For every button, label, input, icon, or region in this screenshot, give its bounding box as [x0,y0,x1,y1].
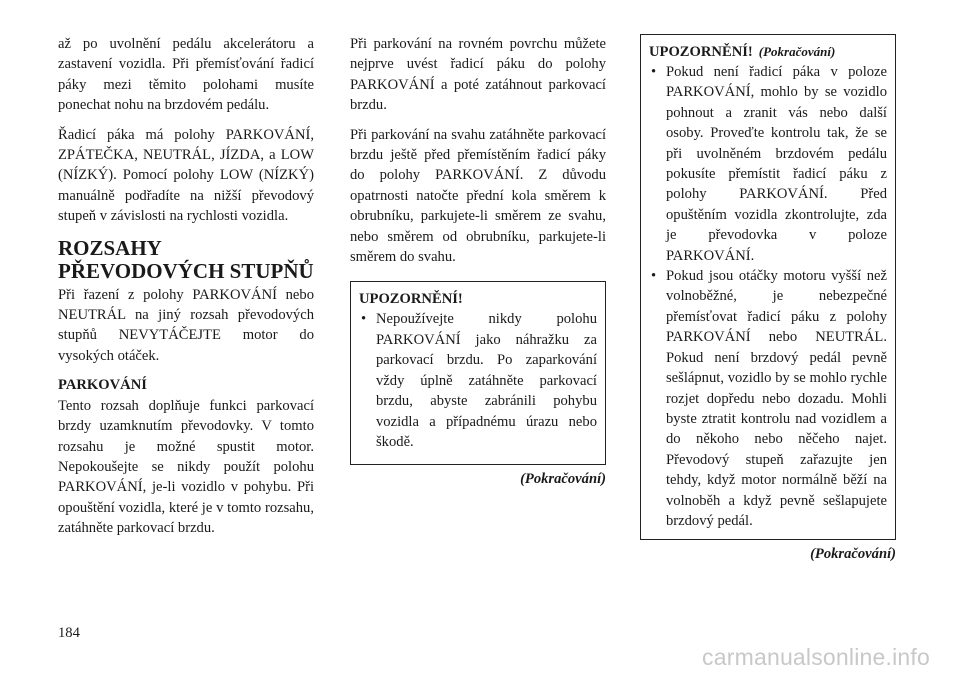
paragraph-gear-positions: Řadicí páka má polohy PARKOVÁNÍ, ZPÁTEČKA, NEUTRÁL, JÍZDA, a LOW (NÍZKÝ). Pomocí polohy LOW (NÍZKÝ) manuálně podřadíte na nižší převodový stupeň v závislosti na rychlosti vozidla. [58,126,314,225]
paragraph-slope-parking: Při parkování na svahu zatáhněte parkovací brzdu ještě před přemístěním řadicí páky do polohy PARKOVÁNÍ. Z důvodu opatrnosti natočte přední kola směrem k obrubníku, parkujete-li směrem ze svahu, nebo směrem od obrubníku, parkujete-li směrem do svahu. [350,126,606,266]
right-column [640,34,896,565]
warning-list [359,309,597,452]
page-number: 184 [58,625,80,641]
warning-item: • Nepoužívejte nikdy polohu PARKOVÁNÍ jako náhražku za parkovací brzdu. Po zaparkování vždy úplně zatáhněte parkovací brzdu, abyste zabránili pohybu vozidla a případnému úrazu nebo škodě. [359,309,597,452]
warning-title: UPOZORNĚNÍ! [359,291,463,308]
section-heading: ROZSAHY PŘEVODOVÝCH STUPŇŮ [58,235,314,283]
warning-item: • Pokud jsou otáčky motoru vyšší než volnoběžné, je nebezpečné přemísťovat řadicí páku z polohy PARKOVÁNÍ nebo NEUTRÁL. Pokud není brzdový pedál pevně sešlápnut, vozidlo by se mohlo rychle rozjet dopředu nebo dozadu. Mohli byste ztratit kontrolu nad vozidlem a do někoho nebo něčeho najet. Převodový stupeň zařazujte jen tehdy, když motor normálně běží na volnoběh a když pevně sešlapujete brzdový pedál. [649,266,887,531]
paragraph-park: Tento rozsah doplňuje funkci parkovací brzdy uzamknutím převodovky. V tomto rozsahu je možné spustit motor. Nepokoušejte se nikdy použít polohu PARKOVÁNÍ, je-li vozidlo v pohybu. Při opouštění vozidla, které je v tomto rozsahu, zatáhněte parkovací brzdu. [58,397,314,537]
warning-box-continued [640,34,896,540]
paragraph-gear-ranges: Při řazení z polohy PARKOVÁNÍ nebo NEUTRÁL na jiný rozsah převodových stupňů NEVYTÁČEJTE motor do vysokých otáček. [58,286,314,364]
warning-list [649,62,887,531]
warning-box [350,281,606,465]
left-column [58,34,314,548]
warning-item: • Pokud není řadicí páka v poloze PARKOVÁNÍ, mohlo by se vozidlo pohnout a zranit vás nebo další osoby. Proveďte kontrolu tak, že se při uvolněném brzdovém pedálu pokusíte přemístit řadicí páku z polohy PARKOVÁNÍ. Před opuštěním vozidla zkontrolujte, zda je převodovka v poloze PARKOVÁNÍ. [649,62,887,266]
watermark: carmanualsonline.info [702,644,930,670]
subheading-park: PARKOVÁNÍ [58,377,147,394]
paragraph-continuation: až po uvolnění pedálu akcelerátoru a zastavení vozidla. Při přemísťování řadicí páky mezi těmito polohami musíte ponechat nohu na brzdovém pedálu. [58,36,314,114]
paragraph-level-parking: Při parkování na rovném povrchu můžete nejprve uvést řadicí páku do polohy PARKOVÁNÍ a poté zatáhnout parkovací brzdu. [350,36,606,114]
continued-label: (Pokračování) [810,546,896,563]
warning-title [649,42,887,62]
continued-label: (Pokračování) [520,471,606,488]
middle-column [350,34,606,490]
warning-title-text: UPOZORNĚNÍ! [649,44,753,60]
warning-title-note: (Pokračování) [758,44,836,59]
